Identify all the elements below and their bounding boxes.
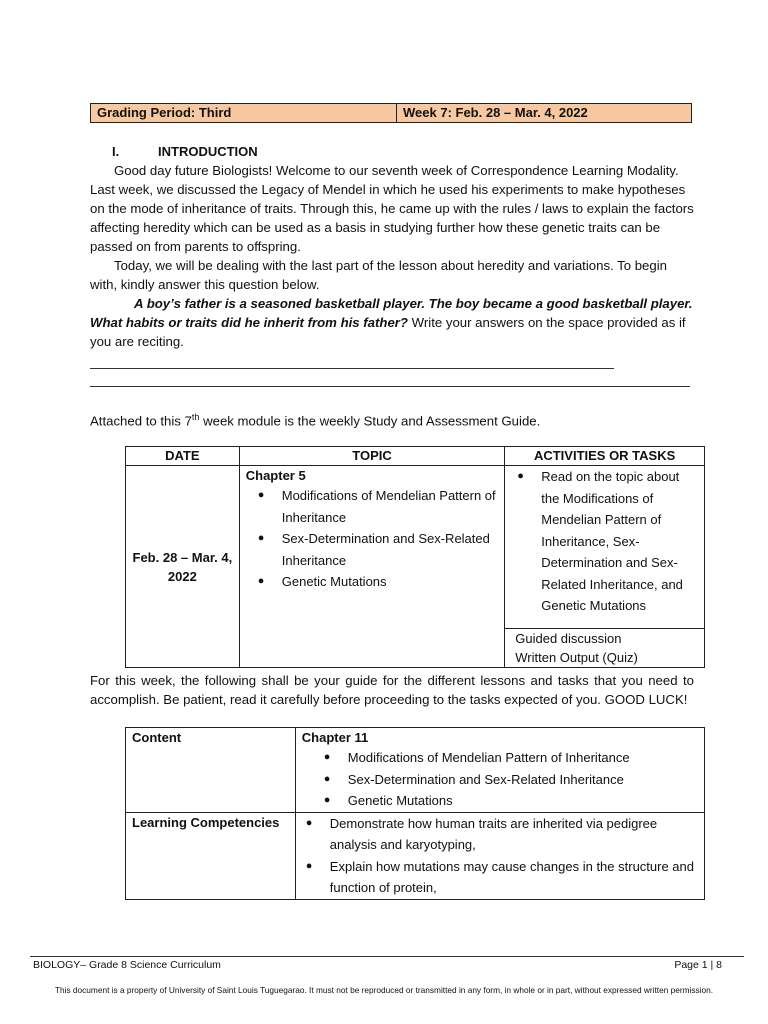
intro-paragraph-1: Good day future Biologists! Welcome to our seventh week of Correspondence Learning Modality. Last week, we discussed the Legacy of Mendel in which he used his experiments to make hypotheses on the mode of inheritance of traits. Through this, he came up with the rules / laws to explain the factors affecting heredity which can be used as a basis in studying further how these genetic traits can be passed on from parents to offspring. [90,163,694,254]
intro-question [90,294,694,351]
guide-intro: For this week, the following shall be your guide for the different lessons and tasks that you need to accomplish. Be patient, read it carefully before proceeding to the tasks expected of you. GOOD LUCK! [90,673,694,707]
chapter-label: Chapter 11 [301,730,369,745]
list-item: ● Sex-Determination and Sex-Related Inheritance [348,769,698,791]
content-row [126,728,705,813]
schedule-table [125,446,705,668]
list-item: ● Sex-Determination and Sex-Related Inheritance [282,528,499,571]
grading-period: Grading Period: Third [91,104,397,122]
section-heading: INTRODUCTION [158,144,258,159]
list-item: ● Genetic Mutations [282,571,499,593]
grading-header [90,103,692,123]
guided-discussion: Guided discussion [515,631,622,646]
written-output: Written Output (Quiz) [515,650,638,665]
footer-course: BIOLOGY– Grade 8 Science Curriculum [33,959,221,971]
competencies-row [126,812,705,899]
content-label: Content [126,728,296,813]
answer-line-1[interactable] [90,368,614,369]
list-item: ● Modifications of Mendelian Pattern of Inheritance [282,485,499,528]
question-instruction: Write your answers on the space provided as if you are reciting. [90,315,686,349]
week-label: Week 7: Feb. 28 – Mar. 4, 2022 [403,105,588,120]
section-number: I. [112,144,120,159]
answer-line-2[interactable] [90,386,690,387]
section-title [112,144,258,159]
col-activities: ACTIVITIES OR TASKS [505,447,705,466]
schedule-date: Feb. 28 – Mar. 4, 2022 [126,466,240,668]
schedule-topic-cell [239,466,505,668]
competencies-label: Learning Competencies [126,812,296,899]
page-number: Page 1 | 8 [674,959,722,971]
list-item: ● Demonstrate how human traits are inherited via pedigree analysis and karyotyping, [330,813,698,856]
schedule-header-row [126,447,705,466]
intro-paragraph-2: Today, we will be dealing with the last part of the lesson about heredity and variations. To begin with, kindly answer this question below. [90,258,667,292]
schedule-task-cell [505,466,705,629]
list-item: ● Modifications of Mendelian Pattern of Inheritance [348,747,698,769]
attached-note: Attached to this 7th week module is the weekly Study and Assessment Guide. [90,412,541,429]
list-item: ● Genetic Mutations [348,790,698,812]
schedule-extra-cell [505,629,705,668]
schedule-row [126,466,705,629]
col-date: DATE [126,447,240,466]
list-item: ● Explain how mutations may cause changes in the structure and function of protein, [330,856,698,899]
list-item: ● Read on the topic about the Modifications of Mendelian Pattern of Inheritance, Sex-Determination and Sex-Related Inheritance, and Genetic Mutations [541,466,698,617]
guide-table [125,727,705,900]
competencies-cell [295,812,704,899]
chapter-label: Chapter 5 [245,468,306,483]
footer-divider [30,956,744,957]
copyright-note: This document is a property of University of Saint Louis Tuguegarao. It must not be reproduced or transmitted in any form, in whole or in part, without expressed written permission. [54,985,714,995]
content-cell [295,728,704,813]
question-text: A boy’s father is a seasoned basketball player. The boy became a good basketball player. What habits or traits did he inherit from his father? [90,296,693,330]
col-topic: TOPIC [239,447,505,466]
